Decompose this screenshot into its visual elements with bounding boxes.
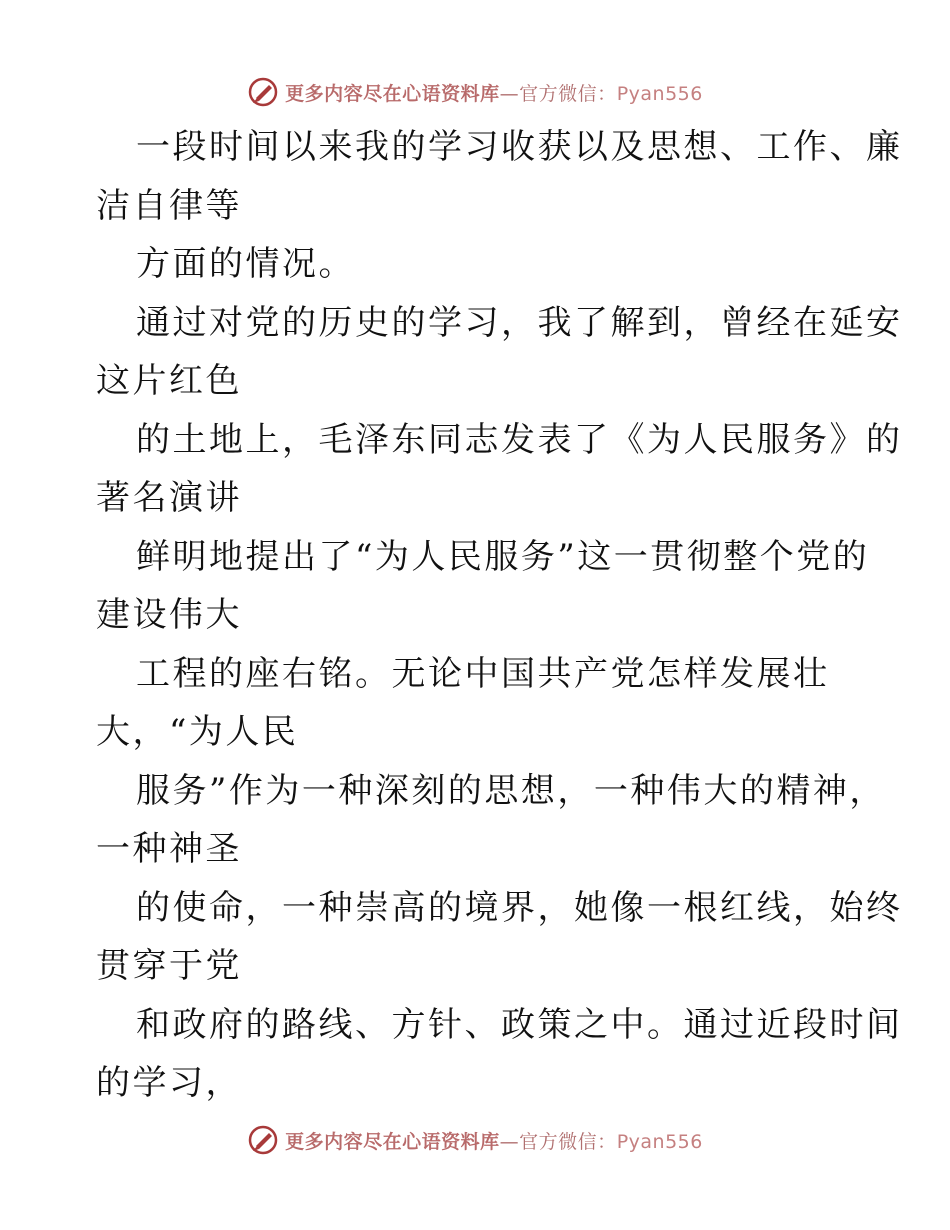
header-banner-text xyxy=(285,79,703,106)
paragraph-line: 大，“为人民 xyxy=(96,712,299,752)
paragraph-line: 方面的情况。 xyxy=(136,244,355,284)
paragraph-line: 著名演讲 xyxy=(96,478,242,518)
paragraph-line: 的学习， xyxy=(96,1063,242,1103)
footer-banner-text xyxy=(285,1127,703,1154)
paragraph-line: 的土地上，毛泽东同志发表了《为人民服务》的 xyxy=(136,419,903,460)
paragraph-line: 这片红色 xyxy=(96,361,242,401)
footer-wechat-label: 官方微信： xyxy=(519,1130,617,1153)
header-wechat-id: Pyan556 xyxy=(616,82,703,105)
paragraph-line: 工程的座右铭。无论中国共产党怎样发展壮 xyxy=(136,653,830,694)
brand-logo-icon xyxy=(247,1124,279,1156)
paragraph-line: 建设伟大 xyxy=(96,595,242,635)
header-brand-text: 更多内容尽在心语资料库 xyxy=(285,82,500,105)
paragraph-line: 通过对党的历史的学习，我了解到，曾经在延安 xyxy=(136,302,903,343)
paragraph-line: 的使命，一种崇高的境界，她像一根红线，始终 xyxy=(136,887,903,928)
header-banner xyxy=(0,72,950,112)
paragraph-line: 一种神圣 xyxy=(96,829,242,869)
header-separator: — xyxy=(499,82,520,105)
paragraph-line: 鲜明地提出了“为人民服务”这一贯彻整个党的 xyxy=(136,536,870,577)
document-body xyxy=(96,118,903,1113)
paragraph-line: 洁自律等 xyxy=(96,185,242,226)
paragraph-line: 服务”作为一种深刻的思想，一种伟大的精神， xyxy=(136,770,886,811)
brand-logo-icon xyxy=(247,76,279,108)
footer-brand-text: 更多内容尽在心语资料库 xyxy=(285,1130,500,1153)
footer-wechat-id: Pyan556 xyxy=(616,1130,703,1153)
header-wechat-label: 官方微信： xyxy=(519,82,617,105)
footer-separator: — xyxy=(499,1130,520,1153)
paragraph-line: 和政府的路线、方针、政策之中。通过近段时间 xyxy=(136,1004,903,1045)
footer-banner xyxy=(0,1120,950,1160)
paragraph-line: 一段时间以来我的学习收获以及思想、工作、廉 xyxy=(136,127,903,167)
paragraph-line: 贯穿于党 xyxy=(96,946,242,986)
